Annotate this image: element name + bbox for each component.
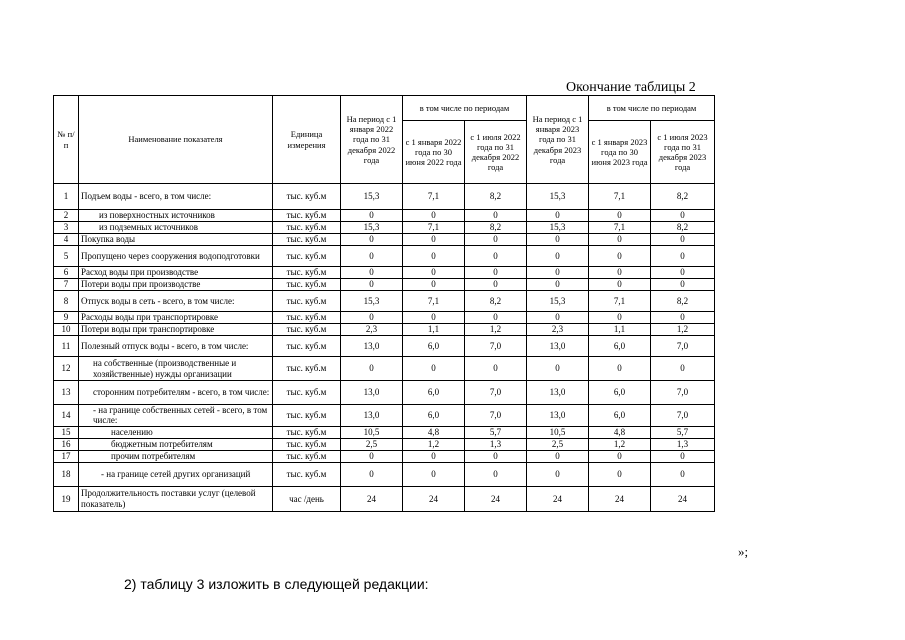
value-cell: 6,0 [403, 381, 465, 405]
value-cell: 7,0 [465, 336, 527, 357]
unit-cell: тыс. куб.м [273, 405, 341, 427]
value-cell: 6,0 [403, 336, 465, 357]
table-row [54, 246, 715, 267]
row-number: 8 [54, 291, 79, 312]
value-cell: 1,2 [403, 438, 465, 450]
value-cell: 10,5 [527, 426, 589, 438]
unit-cell: тыс. куб.м [273, 246, 341, 267]
value-cell: 0 [341, 357, 403, 381]
value-cell: 7,1 [403, 222, 465, 234]
row-number: 15 [54, 426, 79, 438]
value-cell: 15,3 [527, 222, 589, 234]
value-cell: 8,2 [651, 291, 715, 312]
value-cell: 7,0 [651, 381, 715, 405]
header-period-2023: На период с 1 января 2023 года по 31 декабря 2023 года [527, 96, 589, 184]
value-cell: 0 [403, 450, 465, 462]
row-number: 14 [54, 405, 79, 427]
value-cell: 0 [527, 267, 589, 279]
header-including-2023: в том числе по периодам [589, 96, 715, 121]
value-cell: 7,0 [465, 405, 527, 427]
row-number: 6 [54, 267, 79, 279]
indicator-name: Пропущено через сооружения водоподготовки [79, 246, 273, 267]
value-cell: 0 [403, 357, 465, 381]
row-number: 19 [54, 486, 79, 511]
table-row [54, 381, 715, 405]
table-row [54, 426, 715, 438]
closing-quote: »; [738, 544, 749, 559]
indicator-name: Подъем воды - всего, в том числе: [79, 184, 273, 210]
header-num: № п/п [54, 96, 79, 184]
value-cell: 13,0 [341, 336, 403, 357]
unit-cell: тыс. куб.м [273, 210, 341, 222]
value-cell: 0 [403, 267, 465, 279]
value-cell: 0 [527, 357, 589, 381]
value-cell: 0 [651, 279, 715, 291]
instruction-text: 2) таблицу 3 изложить в следующей редакции: [124, 576, 429, 592]
table-row [54, 405, 715, 427]
table-row [54, 486, 715, 511]
indicator-name: - на границе собственных сетей - всего, в том числе: [79, 405, 273, 427]
value-cell: 1,3 [465, 438, 527, 450]
value-cell: 1,1 [589, 324, 651, 336]
table-row [54, 324, 715, 336]
value-cell: 2,3 [341, 324, 403, 336]
value-cell: 24 [651, 486, 715, 511]
indicator-name: сторонним потребителям - всего, в том числе: [79, 381, 273, 405]
indicator-name: бюджетным потребителям [79, 438, 273, 450]
value-cell: 0 [527, 450, 589, 462]
value-cell: 0 [527, 246, 589, 267]
table-row [54, 450, 715, 462]
unit-cell: тыс. куб.м [273, 450, 341, 462]
indicator-name: на собственные (производственные и хозяйственные) нужды организации [79, 357, 273, 381]
value-cell: 0 [465, 357, 527, 381]
table-row [54, 210, 715, 222]
value-cell: 24 [341, 486, 403, 511]
table-row [54, 291, 715, 312]
value-cell: 0 [465, 267, 527, 279]
value-cell: 7,1 [589, 184, 651, 210]
value-cell: 0 [589, 279, 651, 291]
table-row [54, 234, 715, 246]
value-cell: 0 [651, 357, 715, 381]
unit-cell: тыс. куб.м [273, 324, 341, 336]
value-cell: 1,2 [465, 324, 527, 336]
value-cell: 10,5 [341, 426, 403, 438]
value-cell: 7,1 [403, 291, 465, 312]
value-cell: 7,0 [651, 405, 715, 427]
indicator-name: Потери воды при производстве [79, 279, 273, 291]
value-cell: 0 [403, 462, 465, 486]
header-h2-2023: с 1 июля 2023 года по 31 декабря 2023 года [651, 121, 715, 184]
header-h1-2022: с 1 января 2022 года по 30 июня 2022 года [403, 121, 465, 184]
value-cell: 0 [403, 246, 465, 267]
value-cell: 1,2 [589, 438, 651, 450]
unit-cell: тыс. куб.м [273, 381, 341, 405]
row-number: 1 [54, 184, 79, 210]
value-cell: 13,0 [527, 405, 589, 427]
value-cell: 0 [589, 210, 651, 222]
indicator-name: из поверхностных источников [79, 210, 273, 222]
value-cell: 13,0 [341, 405, 403, 427]
indicator-name: Полезный отпуск воды - всего, в том числе: [79, 336, 273, 357]
value-cell: 0 [341, 462, 403, 486]
value-cell: 0 [465, 312, 527, 324]
header-period-2022: На период с 1 января 2022 года по 31 декабря 2022 года [341, 96, 403, 184]
value-cell: 0 [527, 462, 589, 486]
header-including-2022: в том числе по периодам [403, 96, 527, 121]
unit-cell: тыс. куб.м [273, 234, 341, 246]
value-cell: 0 [651, 246, 715, 267]
value-cell: 6,0 [403, 405, 465, 427]
value-cell: 0 [465, 246, 527, 267]
value-cell: 0 [589, 312, 651, 324]
table-row [54, 336, 715, 357]
value-cell: 0 [341, 279, 403, 291]
value-cell: 0 [465, 450, 527, 462]
indicator-name: Расход воды при производстве [79, 267, 273, 279]
value-cell: 15,3 [527, 291, 589, 312]
value-cell: 0 [589, 246, 651, 267]
row-number: 9 [54, 312, 79, 324]
value-cell: 0 [341, 246, 403, 267]
value-cell: 13,0 [341, 381, 403, 405]
unit-cell: тыс. куб.м [273, 462, 341, 486]
table-row [54, 267, 715, 279]
unit-cell: тыс. куб.м [273, 357, 341, 381]
row-number: 13 [54, 381, 79, 405]
unit-cell: тыс. куб.м [273, 426, 341, 438]
value-cell: 0 [341, 267, 403, 279]
value-cell: 0 [465, 279, 527, 291]
value-cell: 0 [403, 234, 465, 246]
row-number: 17 [54, 450, 79, 462]
value-cell: 7,1 [589, 291, 651, 312]
value-cell: 4,8 [403, 426, 465, 438]
indicator-name: Расходы воды при транспортировке [79, 312, 273, 324]
value-cell: 8,2 [465, 184, 527, 210]
header-h1-2023: с 1 января 2023 года по 30 июня 2023 года [589, 121, 651, 184]
indicator-name: прочим потребителям [79, 450, 273, 462]
value-cell: 6,0 [589, 405, 651, 427]
value-cell: 15,3 [341, 184, 403, 210]
table-row [54, 279, 715, 291]
row-number: 18 [54, 462, 79, 486]
value-cell: 24 [465, 486, 527, 511]
indicators-table [53, 95, 715, 512]
indicator-name: из подземных источников [79, 222, 273, 234]
value-cell: 0 [589, 267, 651, 279]
row-number: 11 [54, 336, 79, 357]
indicator-name: Продолжительность поставки услуг (целевой показатель) [79, 486, 273, 511]
value-cell: 0 [651, 312, 715, 324]
value-cell: 0 [527, 312, 589, 324]
value-cell: 4,8 [589, 426, 651, 438]
value-cell: 0 [465, 210, 527, 222]
value-cell: 5,7 [465, 426, 527, 438]
value-cell: 7,0 [465, 381, 527, 405]
table-row [54, 184, 715, 210]
table-row [54, 312, 715, 324]
indicator-name: населению [79, 426, 273, 438]
value-cell: 6,0 [589, 381, 651, 405]
indicator-name: - на границе сетей других организаций [79, 462, 273, 486]
header-name: Наименование показателя [79, 96, 273, 184]
value-cell: 2,3 [527, 324, 589, 336]
value-cell: 2,5 [341, 438, 403, 450]
value-cell: 0 [403, 312, 465, 324]
value-cell: 0 [341, 450, 403, 462]
value-cell: 0 [651, 267, 715, 279]
indicator-name: Отпуск воды в сеть - всего, в том числе: [79, 291, 273, 312]
value-cell: 0 [589, 462, 651, 486]
value-cell: 7,0 [651, 336, 715, 357]
row-number: 5 [54, 246, 79, 267]
value-cell: 0 [589, 357, 651, 381]
unit-cell: тыс. куб.м [273, 312, 341, 324]
table-caption: Окончание таблицы 2 [566, 80, 696, 95]
value-cell: 1,1 [403, 324, 465, 336]
unit-cell: тыс. куб.м [273, 291, 341, 312]
unit-cell: тыс. куб.м [273, 336, 341, 357]
value-cell: 0 [589, 234, 651, 246]
value-cell: 15,3 [527, 184, 589, 210]
table-row [54, 462, 715, 486]
value-cell: 0 [651, 450, 715, 462]
header-unit: Единица измерения [273, 96, 341, 184]
value-cell: 0 [465, 462, 527, 486]
value-cell: 8,2 [651, 222, 715, 234]
table-row [54, 438, 715, 450]
indicator-name: Потери воды при транспортировке [79, 324, 273, 336]
value-cell: 0 [465, 234, 527, 246]
value-cell: 13,0 [527, 381, 589, 405]
unit-cell: тыс. куб.м [273, 438, 341, 450]
indicator-name: Покупка воды [79, 234, 273, 246]
unit-cell: тыс. куб.м [273, 279, 341, 291]
value-cell: 13,0 [527, 336, 589, 357]
value-cell: 15,3 [341, 291, 403, 312]
value-cell: 8,2 [651, 184, 715, 210]
value-cell: 5,7 [651, 426, 715, 438]
value-cell: 1,3 [651, 438, 715, 450]
unit-cell: тыс. куб.м [273, 222, 341, 234]
row-number: 12 [54, 357, 79, 381]
value-cell: 0 [651, 210, 715, 222]
row-number: 3 [54, 222, 79, 234]
row-number: 16 [54, 438, 79, 450]
value-cell: 0 [341, 312, 403, 324]
value-cell: 0 [527, 279, 589, 291]
unit-cell: час /день [273, 486, 341, 511]
value-cell: 24 [589, 486, 651, 511]
value-cell: 0 [589, 450, 651, 462]
value-cell: 0 [341, 210, 403, 222]
value-cell: 0 [341, 234, 403, 246]
table-row [54, 222, 715, 234]
row-number: 4 [54, 234, 79, 246]
value-cell: 7,1 [589, 222, 651, 234]
value-cell: 6,0 [589, 336, 651, 357]
value-cell: 0 [651, 234, 715, 246]
value-cell: 2,5 [527, 438, 589, 450]
value-cell: 0 [403, 210, 465, 222]
value-cell: 1,2 [651, 324, 715, 336]
value-cell: 0 [527, 210, 589, 222]
value-cell: 0 [651, 462, 715, 486]
value-cell: 7,1 [403, 184, 465, 210]
unit-cell: тыс. куб.м [273, 184, 341, 210]
unit-cell: тыс. куб.м [273, 267, 341, 279]
value-cell: 24 [403, 486, 465, 511]
value-cell: 24 [527, 486, 589, 511]
value-cell: 0 [527, 234, 589, 246]
value-cell: 8,2 [465, 291, 527, 312]
value-cell: 8,2 [465, 222, 527, 234]
value-cell: 15,3 [341, 222, 403, 234]
row-number: 2 [54, 210, 79, 222]
row-number: 7 [54, 279, 79, 291]
header-h2-2022: с 1 июля 2022 года по 31 декабря 2022 года [465, 121, 527, 184]
row-number: 10 [54, 324, 79, 336]
table-row [54, 357, 715, 381]
value-cell: 0 [403, 279, 465, 291]
